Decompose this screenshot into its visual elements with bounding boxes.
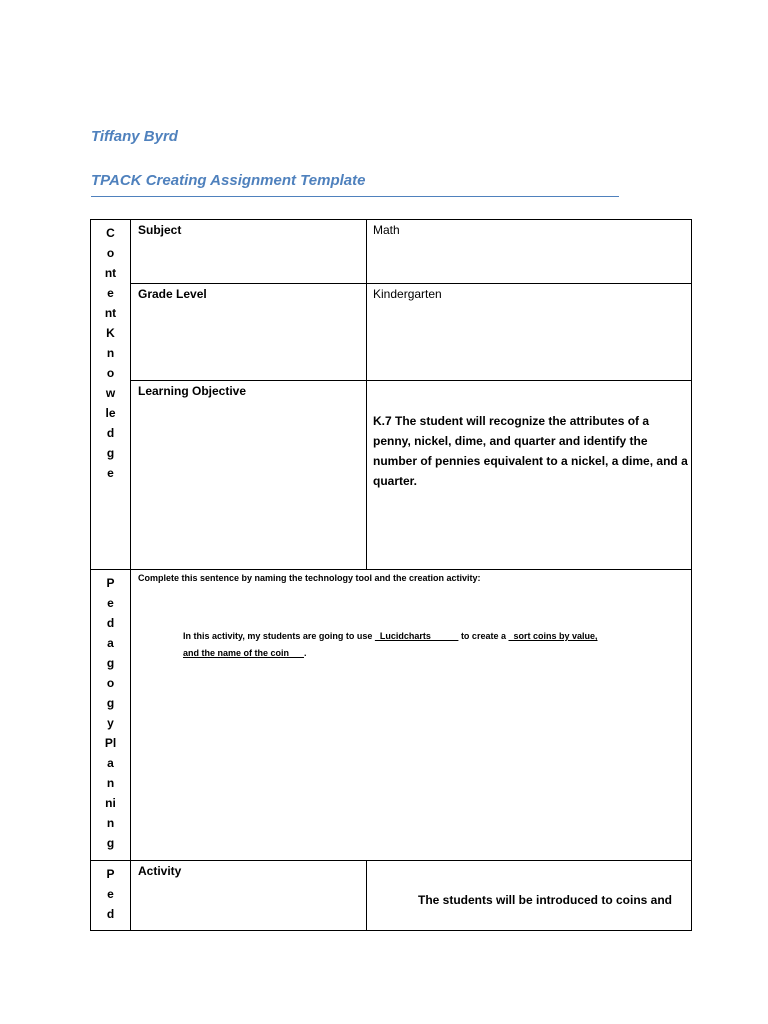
pedagogy-activity-side-label: P e d xyxy=(90,860,131,931)
learning-objective-value: K.7 The student will recognize the attributes of a penny, nickel, dime, and quarter and identify the number of pennies equivalent to a nickel, a dime, and a quarter. xyxy=(373,414,688,488)
creation-activity-blank-2: and the name of the coin xyxy=(183,648,305,658)
learning-objective-label: Learning Objective xyxy=(138,384,247,398)
technology-tool-blank: Lucidcharts xyxy=(374,631,459,641)
document-title: TPACK Creating Assignment Template xyxy=(91,172,366,189)
learning-objective-value-cell xyxy=(366,380,692,570)
subject-value: Math xyxy=(373,223,400,237)
grade-level-label: Grade Level xyxy=(138,287,207,301)
learning-objective-label-cell xyxy=(130,380,367,570)
activity-value: The students will be introduced to coins and xyxy=(418,893,673,907)
planning-sentence xyxy=(183,628,683,662)
grade-level-label-cell xyxy=(130,283,367,381)
creation-activity-blank-1: sort coins by value, xyxy=(508,631,598,641)
author-name: Tiffany Byrd xyxy=(91,128,178,145)
title-underline xyxy=(91,196,619,197)
sentence-middle: to create a xyxy=(460,631,506,641)
activity-label: Activity xyxy=(138,864,182,878)
activity-label-cell xyxy=(130,860,367,931)
planning-prompt: Complete this sentence by naming the technology tool and the creation activity: xyxy=(138,573,481,583)
pedagogy-planning-cell xyxy=(130,569,692,861)
sentence-end: . xyxy=(304,648,307,658)
activity-value-cell xyxy=(366,860,692,931)
pedagogy-planning-side-label: P e d a g o g y Pl a n ni n g xyxy=(90,569,131,861)
grade-level-value-cell xyxy=(366,283,692,381)
subject-label-cell xyxy=(130,219,367,284)
grade-level-value: Kindergarten xyxy=(373,287,442,301)
content-knowledge-side-label: C o nt e nt K n o w le d g e xyxy=(90,219,131,570)
subject-label: Subject xyxy=(138,223,182,237)
subject-value-cell xyxy=(366,219,692,284)
sentence-start: In this activity, my students are going to use xyxy=(183,631,373,641)
